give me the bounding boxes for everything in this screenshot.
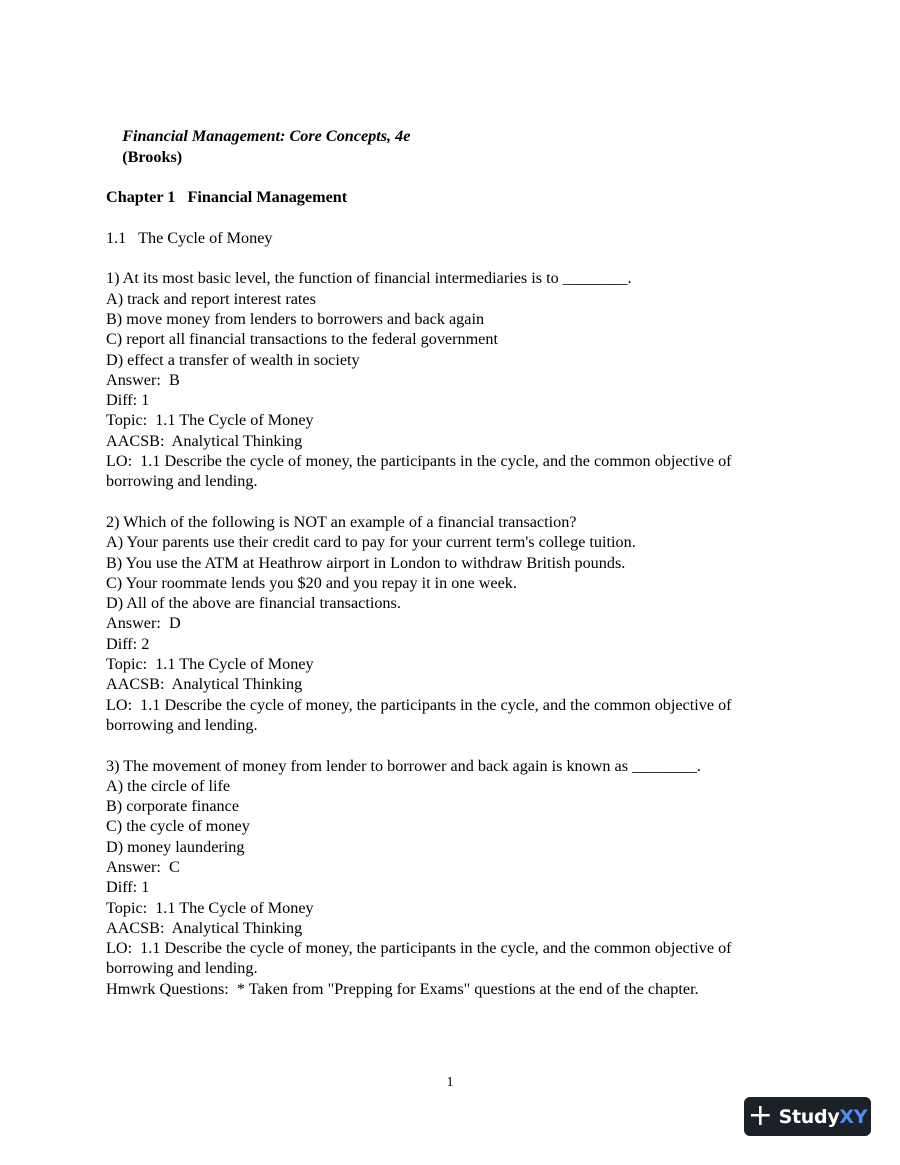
brand-name-part2: XY (839, 1105, 868, 1128)
answer-key: Answer: C (106, 857, 180, 876)
brand-name-part1: Study (778, 1105, 840, 1128)
topic: Topic: 1.1 The Cycle of Money (106, 411, 314, 430)
aacsb: AACSB: Analytical Thinking (106, 675, 303, 694)
answer-option: D) All of the above are financial transactions. (106, 594, 401, 613)
chapter-title: Chapter 1 Financial Management (106, 188, 348, 207)
answer-option: B) You use the ATM at Heathrow airport in London to withdraw British pounds. (106, 553, 626, 572)
aacsb: AACSB: Analytical Thinking (106, 918, 303, 937)
studyxy-badge[interactable] (744, 1097, 871, 1136)
answer-option: B) corporate finance (106, 797, 240, 816)
topic: Topic: 1.1 The Cycle of Money (106, 655, 314, 674)
learning-objective-cont: borrowing and lending. (106, 715, 258, 734)
book-title: Financial Management: Core Concepts, 4e (122, 127, 411, 146)
document-header-title (106, 106, 806, 187)
page-number: 1 (446, 1075, 454, 1090)
learning-objective-cont: borrowing and lending. (106, 959, 258, 978)
question-stem: 3) The movement of money from lender to borrower and back again is known as ________. (106, 756, 701, 775)
question-block (106, 268, 806, 491)
answer-option: C) Your roommate lends you $20 and you repay it in one week. (106, 573, 517, 592)
answer-option: A) Your parents use their credit card to pay for your current term's college tuition. (106, 533, 636, 552)
document-page (106, 106, 806, 999)
brand-name (779, 1106, 868, 1128)
question-stem: 1) At its most basic level, the function of financial intermediaries is to ________. (106, 269, 632, 288)
answer-option: D) money laundering (106, 837, 245, 856)
answer-key: Answer: D (106, 614, 181, 633)
aacsb: AACSB: Analytical Thinking (106, 431, 303, 450)
difficulty: Diff: 2 (106, 634, 150, 653)
answer-option: C) report all financial transactions to the federal government (106, 330, 498, 349)
learning-objective: LO: 1.1 Describe the cycle of money, the participants in the cycle, and the common objective of (106, 695, 732, 714)
homework-note: Hmwrk Questions: * Taken from "Prepping for Exams" questions at the end of the chapter. (106, 979, 699, 998)
question-block (106, 756, 806, 1000)
learning-objective-cont: borrowing and lending. (106, 472, 258, 491)
section-title: 1.1 The Cycle of Money (106, 228, 273, 247)
answer-option: B) move money from lenders to borrowers and back again (106, 309, 485, 328)
answer-option: D) effect a transfer of wealth in society (106, 350, 360, 369)
difficulty: Diff: 1 (106, 878, 150, 897)
answer-option: C) the cycle of money (106, 817, 250, 836)
answer-option: A) track and report interest rates (106, 289, 316, 308)
learning-objective: LO: 1.1 Describe the cycle of money, the participants in the cycle, and the common objective of (106, 452, 732, 471)
answer-key: Answer: B (106, 370, 180, 389)
topic: Topic: 1.1 The Cycle of Money (106, 898, 314, 917)
question-block (106, 512, 806, 735)
question-stem: 2) Which of the following is NOT an example of a financial transaction? (106, 512, 577, 531)
difficulty: Diff: 1 (106, 391, 150, 410)
answer-option: A) the circle of life (106, 776, 231, 795)
book-author: (Brooks) (122, 147, 183, 166)
plus-icon: + (747, 1097, 773, 1133)
learning-objective: LO: 1.1 Describe the cycle of money, the participants in the cycle, and the common objective of (106, 939, 732, 958)
